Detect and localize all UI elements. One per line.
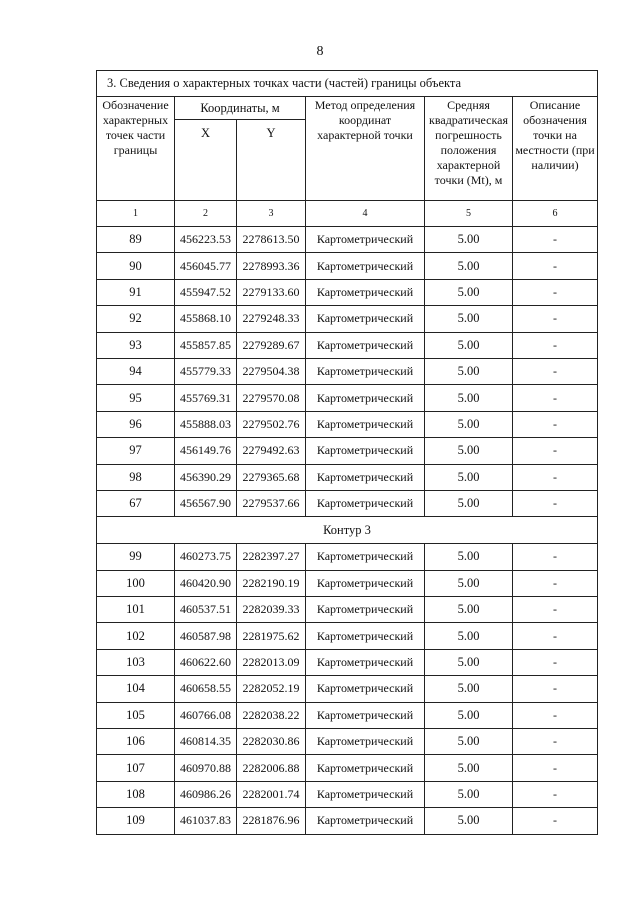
description-cell: - <box>513 464 598 490</box>
table-row <box>97 306 598 332</box>
y-coordinate-cell: 2279289.67 <box>237 332 306 358</box>
description-cell: - <box>513 729 598 755</box>
x-coordinate-cell: 460970.88 <box>175 755 237 781</box>
x-coordinate-cell: 456045.77 <box>175 253 237 279</box>
accuracy-cell: 5.00 <box>425 729 513 755</box>
table-row <box>97 253 598 279</box>
rows-before-contour <box>97 227 598 517</box>
point-number-cell: 99 <box>97 544 175 570</box>
accuracy-cell: 5.00 <box>425 649 513 675</box>
y-coordinate-cell: 2279570.08 <box>237 385 306 411</box>
y-coordinate-cell: 2282001.74 <box>237 781 306 807</box>
x-coordinate-cell: 460986.26 <box>175 781 237 807</box>
method-cell: Картометрический <box>306 649 425 675</box>
point-number-cell: 107 <box>97 755 175 781</box>
page-number: 8 <box>316 44 324 59</box>
y-coordinate-cell: 2282052.19 <box>237 676 306 702</box>
x-coordinate-cell: 455857.85 <box>175 332 237 358</box>
accuracy-cell: 5.00 <box>425 464 513 490</box>
x-coordinate-cell: 460420.90 <box>175 570 237 596</box>
column-number: 2 <box>175 201 237 227</box>
y-coordinate-cell: 2282039.33 <box>237 597 306 623</box>
y-coordinate-cell: 2279133.60 <box>237 279 306 305</box>
point-number-cell: 101 <box>97 597 175 623</box>
column-number: 1 <box>97 201 175 227</box>
point-number-cell: 102 <box>97 623 175 649</box>
x-coordinate-cell: 461037.83 <box>175 808 237 834</box>
accuracy-cell: 5.00 <box>425 544 513 570</box>
table-row <box>97 544 598 570</box>
table-row <box>97 570 598 596</box>
accuracy-cell: 5.00 <box>425 438 513 464</box>
point-number-cell: 89 <box>97 227 175 253</box>
table-row <box>97 490 598 516</box>
method-cell: Картометрический <box>306 755 425 781</box>
description-cell: - <box>513 623 598 649</box>
point-number-cell: 104 <box>97 676 175 702</box>
description-cell: - <box>513 597 598 623</box>
y-coordinate-cell: 2281975.62 <box>237 623 306 649</box>
accuracy-cell: 5.00 <box>425 279 513 305</box>
y-coordinate-cell: 2278613.50 <box>237 227 306 253</box>
accuracy-cell: 5.00 <box>425 227 513 253</box>
x-coordinate-cell: 456567.90 <box>175 490 237 516</box>
description-cell: - <box>513 306 598 332</box>
point-number-cell: 92 <box>97 306 175 332</box>
table-row <box>97 332 598 358</box>
accuracy-cell: 5.00 <box>425 755 513 781</box>
description-cell: - <box>513 279 598 305</box>
point-number-cell: 98 <box>97 464 175 490</box>
x-coordinate-cell: 460587.98 <box>175 623 237 649</box>
accuracy-cell: 5.00 <box>425 570 513 596</box>
rows-after-contour <box>97 544 598 834</box>
method-cell: Картометрический <box>306 781 425 807</box>
method-cell: Картометрический <box>306 306 425 332</box>
method-cell: Картометрический <box>306 438 425 464</box>
method-cell: Картометрический <box>306 358 425 384</box>
column-number: 6 <box>513 201 598 227</box>
x-coordinate-cell: 460622.60 <box>175 649 237 675</box>
point-number-cell: 100 <box>97 570 175 596</box>
method-cell: Картометрический <box>306 411 425 437</box>
x-coordinate-cell: 456223.53 <box>175 227 237 253</box>
table-row <box>97 781 598 807</box>
point-number-cell: 91 <box>97 279 175 305</box>
description-cell: - <box>513 808 598 834</box>
method-cell: Картометрический <box>306 808 425 834</box>
contour-label: Контур 3 <box>97 517 598 544</box>
y-coordinate-cell: 2279504.38 <box>237 358 306 384</box>
point-number-cell: 108 <box>97 781 175 807</box>
description-cell: - <box>513 755 598 781</box>
description-cell: - <box>513 253 598 279</box>
point-number-cell: 103 <box>97 649 175 675</box>
point-number-cell: 96 <box>97 411 175 437</box>
method-cell: Картометрический <box>306 279 425 305</box>
table-row <box>97 729 598 755</box>
method-cell: Картометрический <box>306 332 425 358</box>
x-coordinate-cell: 455888.03 <box>175 411 237 437</box>
column-number: 3 <box>237 201 306 227</box>
accuracy-cell: 5.00 <box>425 306 513 332</box>
y-coordinate-cell: 2279365.68 <box>237 464 306 490</box>
description-cell: - <box>513 702 598 728</box>
accuracy-cell: 5.00 <box>425 702 513 728</box>
method-cell: Картометрический <box>306 253 425 279</box>
x-coordinate-cell: 455868.10 <box>175 306 237 332</box>
table-row <box>97 227 598 253</box>
x-coordinate-cell: 460814.35 <box>175 729 237 755</box>
accuracy-cell: 5.00 <box>425 808 513 834</box>
point-number-cell: 90 <box>97 253 175 279</box>
y-coordinate-cell: 2279492.63 <box>237 438 306 464</box>
y-coordinate-cell: 2279537.66 <box>237 490 306 516</box>
accuracy-cell: 5.00 <box>425 490 513 516</box>
point-number-cell: 97 <box>97 438 175 464</box>
point-number-cell: 106 <box>97 729 175 755</box>
y-coordinate-cell: 2278993.36 <box>237 253 306 279</box>
table-row <box>97 279 598 305</box>
accuracy-cell: 5.00 <box>425 332 513 358</box>
accuracy-cell: 5.00 <box>425 623 513 649</box>
accuracy-cell: 5.00 <box>425 597 513 623</box>
x-coordinate-cell: 455947.52 <box>175 279 237 305</box>
table-row <box>97 676 598 702</box>
header-description: Описание обозначения точки на местности (при наличии) <box>513 97 598 201</box>
y-coordinate-cell: 2282038.22 <box>237 702 306 728</box>
boundary-points-table <box>96 70 598 835</box>
header-point-designation: Обозначение характерных точек части границы <box>97 97 175 201</box>
header-coordinates: Координаты, м <box>175 97 306 120</box>
accuracy-cell: 5.00 <box>425 253 513 279</box>
table-row <box>97 597 598 623</box>
method-cell: Картометрический <box>306 544 425 570</box>
description-cell: - <box>513 385 598 411</box>
y-coordinate-cell: 2281876.96 <box>237 808 306 834</box>
point-number-cell: 94 <box>97 358 175 384</box>
table-row <box>97 385 598 411</box>
point-number-cell: 93 <box>97 332 175 358</box>
y-coordinate-cell: 2282190.19 <box>237 570 306 596</box>
column-number: 5 <box>425 201 513 227</box>
x-coordinate-cell: 455769.31 <box>175 385 237 411</box>
point-number-cell: 105 <box>97 702 175 728</box>
method-cell: Картометрический <box>306 623 425 649</box>
description-cell: - <box>513 781 598 807</box>
method-cell: Картометрический <box>306 597 425 623</box>
y-coordinate-cell: 2282030.86 <box>237 729 306 755</box>
method-cell: Картометрический <box>306 676 425 702</box>
accuracy-cell: 5.00 <box>425 781 513 807</box>
header-x: X <box>175 120 237 201</box>
table-row <box>97 623 598 649</box>
section-title: 3. Сведения о характерных точках части (частей) границы объекта <box>97 71 598 97</box>
accuracy-cell: 5.00 <box>425 358 513 384</box>
accuracy-cell: 5.00 <box>425 676 513 702</box>
description-cell: - <box>513 411 598 437</box>
method-cell: Картометрический <box>306 570 425 596</box>
description-cell: - <box>513 676 598 702</box>
x-coordinate-cell: 460766.08 <box>175 702 237 728</box>
point-number-cell: 95 <box>97 385 175 411</box>
description-cell: - <box>513 570 598 596</box>
column-number: 4 <box>306 201 425 227</box>
y-coordinate-cell: 2279248.33 <box>237 306 306 332</box>
method-cell: Картометрический <box>306 385 425 411</box>
table-row <box>97 755 598 781</box>
table-row <box>97 702 598 728</box>
point-number-cell: 67 <box>97 490 175 516</box>
table-row <box>97 438 598 464</box>
method-cell: Картометрический <box>306 729 425 755</box>
y-coordinate-cell: 2282397.27 <box>237 544 306 570</box>
x-coordinate-cell: 460537.51 <box>175 597 237 623</box>
y-coordinate-cell: 2282006.88 <box>237 755 306 781</box>
x-coordinate-cell: 455779.33 <box>175 358 237 384</box>
x-coordinate-cell: 456390.29 <box>175 464 237 490</box>
description-cell: - <box>513 649 598 675</box>
description-cell: - <box>513 332 598 358</box>
description-cell: - <box>513 227 598 253</box>
header-method: Метод определения координат характерной точки <box>306 97 425 201</box>
column-number-row <box>97 201 598 227</box>
description-cell: - <box>513 490 598 516</box>
table-row <box>97 464 598 490</box>
accuracy-cell: 5.00 <box>425 385 513 411</box>
method-cell: Картометрический <box>306 490 425 516</box>
method-cell: Картометрический <box>306 464 425 490</box>
y-coordinate-cell: 2282013.09 <box>237 649 306 675</box>
accuracy-cell: 5.00 <box>425 411 513 437</box>
table-row <box>97 411 598 437</box>
table-row <box>97 358 598 384</box>
description-cell: - <box>513 544 598 570</box>
method-cell: Картометрический <box>306 227 425 253</box>
description-cell: - <box>513 358 598 384</box>
method-cell: Картометрический <box>306 702 425 728</box>
point-number-cell: 109 <box>97 808 175 834</box>
header-y: Y <box>237 120 306 201</box>
x-coordinate-cell: 456149.76 <box>175 438 237 464</box>
y-coordinate-cell: 2279502.76 <box>237 411 306 437</box>
x-coordinate-cell: 460273.75 <box>175 544 237 570</box>
table-row <box>97 808 598 834</box>
table-row <box>97 649 598 675</box>
description-cell: - <box>513 438 598 464</box>
header-accuracy: Средняя квадратическая погрешность положения характерной точки (Mt), м <box>425 97 513 201</box>
x-coordinate-cell: 460658.55 <box>175 676 237 702</box>
